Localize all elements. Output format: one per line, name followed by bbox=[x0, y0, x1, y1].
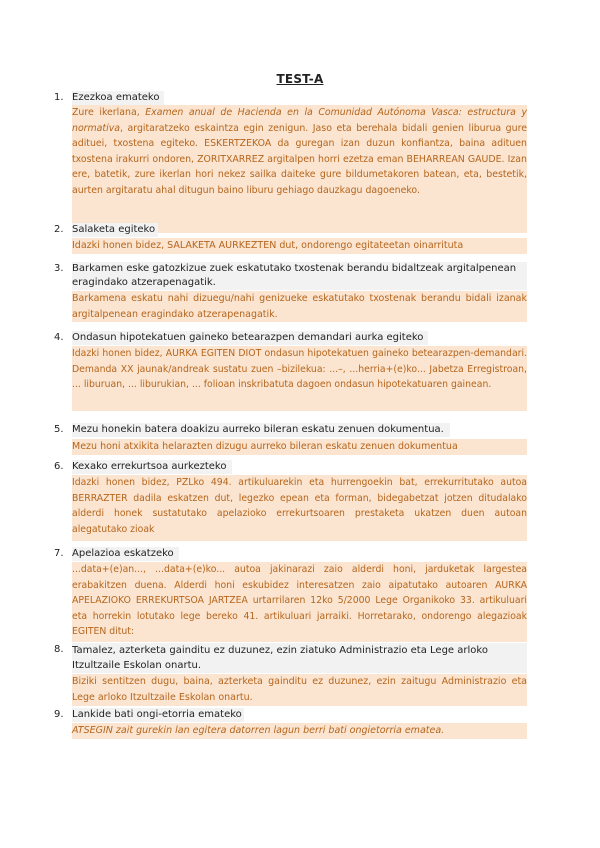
item-number: 8. bbox=[54, 644, 64, 655]
item-number: 1. bbox=[54, 92, 64, 103]
item-answer: ATSEGIN zait gurekin lan egitera datorren lagun berri bati ongietorria ematea. bbox=[72, 723, 527, 739]
item-answer: ...data+(e)an..., ...data+(e)ko... autoa jakinarazi zaio alderdi honi, jarduketak largestea erabakitzen duena. Alderdi honi eskubidez interesatzen zaio aipatutako autoaren AURKA APELAZIOKO ERREKURTSOA JARTZEA urtarrilaren 12ko 5/2000 Lege Organikoko 33. artikuluari eta horrekin lotutako lege bereko 41. artikuluari jarraiki. Horretarako, ondorengo alegazioak EGITEN ditut: bbox=[72, 562, 527, 642]
item-number: 5. bbox=[54, 424, 64, 435]
item-number: 7. bbox=[54, 548, 64, 559]
answer-text-italic: Examen anual de Hacienda en la Comunidad Autónoma Vasca: estructura y normativa bbox=[72, 107, 527, 134]
item-number: 2. bbox=[54, 224, 64, 235]
item-number: 6. bbox=[54, 461, 64, 472]
item-answer: Idazki honen bidez, SALAKETA AURKEZTEN dut, ondorengo egitateetan oinarrituta bbox=[72, 238, 527, 254]
item-answer: Biziki sentitzen dugu, baina, azterketa gainditu ez duzunez, ezin zaitugu Administrazio eta Lege arloko Itzultzaile Eskolan onartu. bbox=[72, 674, 527, 706]
item-number: 9. bbox=[54, 709, 64, 720]
item-heading: Ezezkoa emateko bbox=[72, 91, 164, 105]
item-answer bbox=[72, 105, 527, 233]
item-answer: Mezu honi atxikita helarazten dizugu aurreko bileran eskatu zenuen dokumentua bbox=[72, 439, 527, 455]
item-number: 3. bbox=[54, 263, 64, 274]
item-heading: Kexako errekurtsoa aurkezteko bbox=[72, 460, 232, 474]
item-answer: Barkamena eskatu nahi dizuegu/nahi genizueke eskatutako txostenak berandu bidali izanak argitalpenean eragindako atzerapenagatik. bbox=[72, 291, 527, 322]
item-answer: Idazki honen bidez, PZLko 494. artikuluarekin eta hurrengoekin bat, errekurritutako autoa BERRAZTER dadila eskatzen dut, legezko epean eta forman, bidegabetzat jotzen ditudalako alderdi honek sustatutako apelazioko errekurtsoaren prestaketa ukatzen duen autoan alegatutako zioak bbox=[72, 475, 527, 541]
answer-text-pre: Zure ikerlana, bbox=[72, 107, 146, 118]
page-title: TEST-A bbox=[276, 72, 324, 86]
item-heading: Barkamen eske gatozkizue zuek eskatutako txostenak berandu bidaltzeak argitalpenean eragindako atzerapenagatik. bbox=[72, 262, 527, 290]
answer-text-post: , argitaratzeko eskaintza egin zenigun. Jaso eta berehala bidali genien liburua gure adituei, txostena egiteko. ESKERTZEKOA da guregan izan duzun konfiantza, baina adituen txostena irakurri ondoren, ZORITXARREZ argitalpen horri ezetza eman BEHARREAN GAUDE. Izan ere, batetik, zure ikerlan hori nekez sailka daiteke gure bildumetakoren batean, eta, bestetik, aurten argitaratu ahal ditugun baino liburu gehiago dauzkagu dagoeneko. bbox=[72, 122, 527, 196]
item-heading: Lankide bati ongi-etorria emateko bbox=[72, 708, 244, 722]
item-heading: Salaketa egiteko bbox=[72, 223, 158, 237]
item-heading: Mezu honekin batera doakizu aurreko bileran eskatu zenuen dokumentua. bbox=[72, 423, 450, 437]
item-heading: Apelazioa eskatzeko bbox=[72, 547, 179, 561]
item-number: 4. bbox=[54, 332, 64, 343]
item-heading: Ondasun hipotekatuen gaineko betearazpen demandari aurka egiteko bbox=[72, 331, 428, 345]
item-answer: Idazki honen bidez, AURKA EGITEN DIOT ondasun hipotekatuen gaineko betearazpen-demandari. Demanda XX jaunak/andreak sustatu zuen –bizilekua: ...–, ...herria+(e)ko... Jabetza Erregistroan, ... liburuan, ... liburukian, ... folioan inskribatuta dagoen ondasun hipotekatuaren gainean. bbox=[72, 346, 527, 411]
item-heading: Tamalez, azterketa gainditu ez duzunez, ezin ziatuko Administrazio eta Lege arloko Itzultzaile Eskolan onartu. bbox=[72, 643, 527, 673]
